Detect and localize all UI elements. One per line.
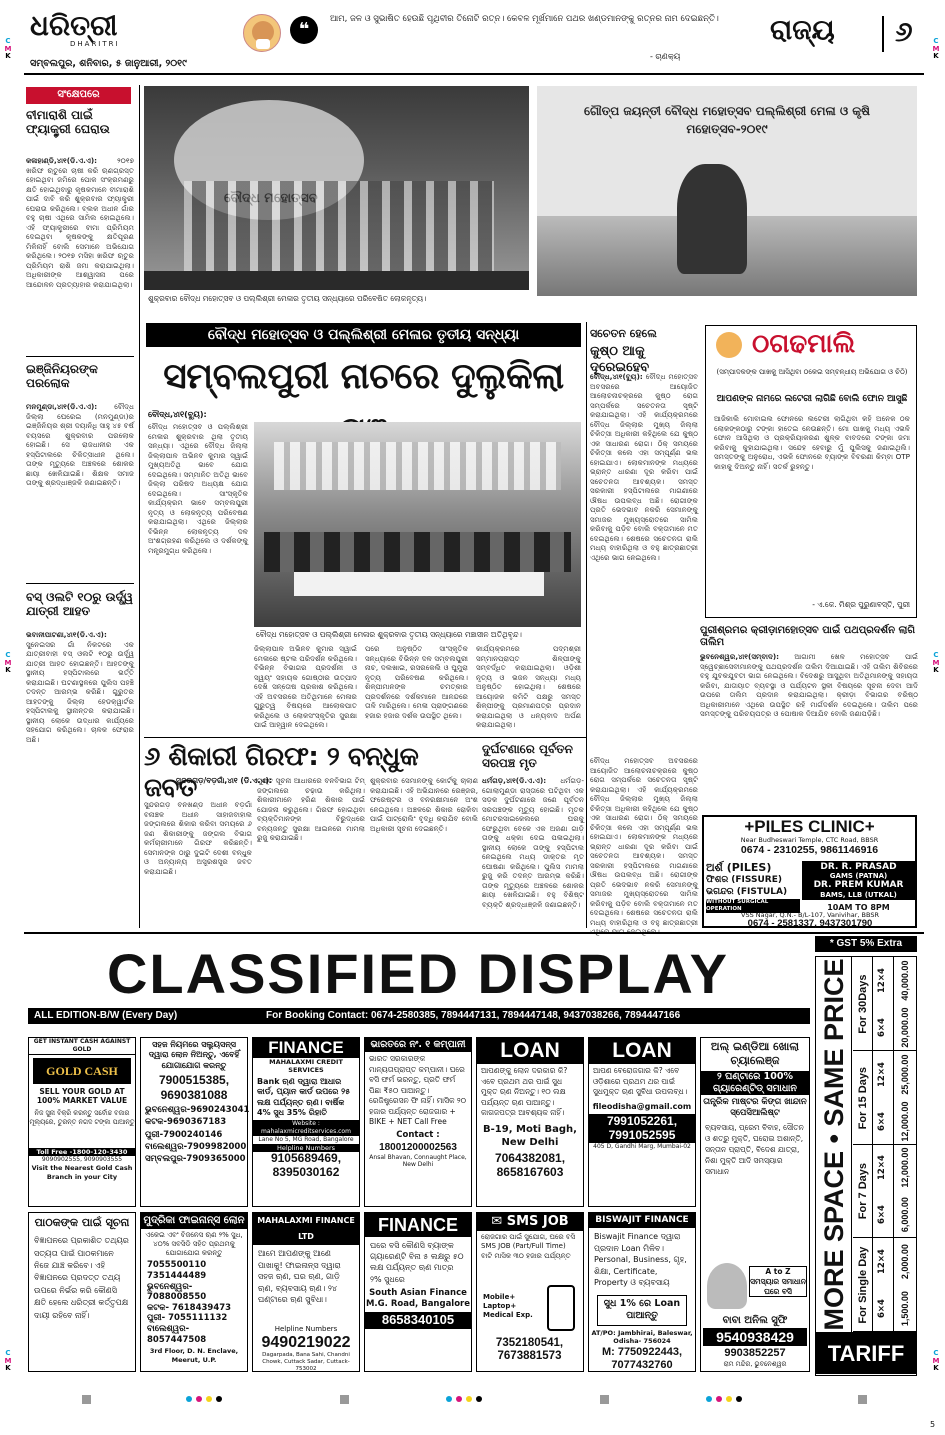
ad-loan-delhi bbox=[476, 1037, 584, 1207]
finance2-addr: M.G. Road, Bangalore bbox=[365, 1298, 471, 1309]
registration-mark: C M K bbox=[4, 1349, 12, 1373]
loan3-phones: 7991052261, 7991052595 bbox=[589, 1114, 695, 1143]
astro-name: ବାବା ଅନିଲ ସୁଫି bbox=[722, 1315, 788, 1326]
classified-edition: ALL EDITION-B/W (Every Day) bbox=[34, 1010, 178, 1021]
finance1-phones: 9105689469, 8395030162 bbox=[270, 1151, 342, 1180]
company-contact: Contact : bbox=[396, 1129, 440, 1140]
biswajit-addr: AT/PO: Jambhirai, Baleswar, Odisha- 756024 bbox=[591, 1328, 693, 1346]
tariff-duration: For 15 Days bbox=[853, 1051, 873, 1145]
tariff-price: 12,000.00 bbox=[893, 1145, 915, 1192]
mobile-phone-icon bbox=[547, 1285, 575, 1331]
tariff-size: 6×4 bbox=[877, 1205, 887, 1225]
quote-icon: ❝ bbox=[290, 16, 318, 44]
ad-no1-company bbox=[364, 1037, 472, 1207]
tariff-size: 6×4 bbox=[877, 1017, 887, 1037]
black-dot bbox=[476, 1396, 482, 1402]
gold-numbers: 9090902555, 9090903555 bbox=[41, 1156, 123, 1164]
smsjob-phones: 7352180541, 7673881573 bbox=[495, 1337, 564, 1363]
notice-body: ବିଜ୍ଞାପନରେ ପ୍ରକାଶିତ ତଥ୍ୟର ସତ୍ୟତା ପାଇଁ ପାଠକମାନେ ନିଜେ ଯାଞ୍ଚ କରିବେ। ଏହି ବିଜ୍ଞାପନରେ ପ୍ରଦତ୍ତ ତଥ୍ୟ ଉପରେ ନିର୍ଭର କରି କୌଣସି କ୍ଷତି ହେଲେ ଧରିତ୍ରୀ କର୍ତ୍ତୃପକ୍ଷ ଦାୟୀ ରହିବେ ନାହିଁ। bbox=[34, 1236, 129, 1320]
classified-bar bbox=[28, 1008, 810, 1024]
smsjob-title: ✉ SMS JOB bbox=[477, 1213, 583, 1231]
magenta-dot bbox=[196, 1396, 202, 1402]
loan2-body: ଆପଣଙ୍କୁ ଲୋନ ଦରକାର କି? ଏବେ ପ୍ରଥମ ଥର ପାଇଁ ସୁଧ ମୁକ୍ତ ଋଣ ନିଅନ୍ତୁ। ୧୦ ଲକ୍ଷ ପର୍ଯ୍ୟନ୍ତ ଋଣ ପାଆନ୍ତୁ। କାଗଜପତ୍ର ଆବଶ୍ୟକ ନାହିଁ। bbox=[481, 1066, 568, 1117]
tariff-size: 12×4 bbox=[877, 968, 887, 993]
finance2-title: FINANCE bbox=[365, 1213, 471, 1237]
registration-square bbox=[858, 1395, 867, 1404]
finance1-title: FINANCE bbox=[253, 1038, 359, 1058]
muthoot-line: କଟକ- 7618439473 bbox=[147, 1302, 232, 1313]
notice-head: ପାଠକଙ୍କ ପାଇଁ ସୂଚନା bbox=[34, 1216, 130, 1229]
muthoot-addr: 3rd Floor, D. N. Enclave, Meerut, U.P. bbox=[149, 1347, 239, 1364]
ad-mahalaxmi-finance bbox=[252, 1212, 360, 1372]
muthoot-line: ଭୁବନେଶ୍ୱର- 7088008550 bbox=[147, 1281, 207, 1303]
muthoot-line: ବାଲେଶ୍ୱର- 8057447508 bbox=[147, 1324, 207, 1345]
registration-mark: C M K bbox=[932, 651, 940, 675]
astro-sub-2: ତାନ୍ତ୍ରିକ ମାଷ୍ଟର କିଙ୍ଗ ଖାନ୍ଦାନ ସ୍ପେସିଆଲିଷ୍ଟ bbox=[703, 1097, 807, 1119]
lead-dateline: ବୌଦ୍ଧ,୪ା୧(ବ୍ୟୁ): bbox=[148, 410, 207, 419]
story-right-kicker: ସଚେତନ ହେଲେ bbox=[590, 327, 657, 340]
registration-square bbox=[82, 1395, 91, 1404]
gold-foot: Visit the Nearest Gold Cash Branch in your City bbox=[31, 1164, 133, 1181]
footer-page: 5 bbox=[930, 1420, 936, 1429]
tariff-duration: For 30Days bbox=[853, 957, 873, 1051]
tariff-box bbox=[815, 956, 917, 1376]
classified-booking: For Booking Contact: 0674-2580385, 7894447131, 7894447148, 9437038266, 7894447166 bbox=[266, 1010, 681, 1021]
yellow-dot bbox=[726, 1396, 732, 1402]
loan1-phones: 7900515385, 9690381088 bbox=[158, 1073, 230, 1102]
mahalaxmi-phone: 9490219022 bbox=[261, 1334, 351, 1352]
registration-square bbox=[340, 1395, 349, 1404]
company-addr: Ansal Bhavan, Connaught Place, New Delhi bbox=[369, 1153, 467, 1169]
tariff-price: 6,000.00 bbox=[893, 1191, 915, 1238]
finance2-body: ଘରେ ବସି କୌଣସି ବ୍ୟାଙ୍କ ଗ୍ୟାରେଣ୍ଟି ବିନା ୫ ଲକ୍ଷରୁ ୫୦ ଲକ୍ଷ ପର୍ଯ୍ୟନ୍ତ ଋଣ ମାତ୍ର ୨% ସୁଧରେ bbox=[370, 1241, 464, 1284]
tariff-price: 20,000.00 bbox=[893, 1004, 915, 1051]
lead-col-1: ଜିଲ୍ଲାପାଳ ଅଭିନବ କୁମାର ସ୍ୱାଇଁ ମେଳାରେ ଷ୍ଟଲ ପରିଦର୍ଶନ କରିଥିଲେ। ବିଭିନ୍ନ ବିଭାଗର ପ୍ରଦର୍ଶନୀ ଓ ସ୍ୱୟଂ ସହାୟକ ଗୋଷ୍ଠୀର ଉତ୍ପାଦ ଦେଖି ସନ୍ତୋଷ ପ୍ରକାଶ କରିଥିଲେ। ଏହି ଅବସରରେ ଅତିଥିମାନେ ମେଳାର ଗୁରୁତ୍ୱ ବିଷୟରେ ଆଲୋକପାତ କରିଥିଲେ ଓ ଲୋକସଂସ୍କୃତିର ସୁରକ୍ଷା ପାଇଁ ଆହ୍ୱାନ ଦେଇଥିଲେ। bbox=[254, 644, 357, 729]
classified-title: CLASSIFIED DISPLAY bbox=[106, 942, 730, 1005]
piles-title: +PILES CLINIC+ bbox=[744, 817, 875, 836]
black-dot bbox=[736, 1396, 742, 1402]
loan1-line: କଟକ-9690367183 bbox=[145, 1117, 227, 1128]
loan3-addr: 405 D, Gandhi Marg, Mumbai-02 bbox=[593, 1142, 691, 1150]
section-title: ରାଜ୍ୟ bbox=[770, 13, 835, 46]
lead-col-2: ପରେ ଅନୁଷ୍ଠିତ ସାଂସ୍କୃତିକ ସନ୍ଧ୍ୟାରେ ବିଭିନ୍ନ ଦଳ ସମ୍ବଲପୁରୀ ନାଚ, ଦଲଖାଇ, ରସରକେଲି ଓ ଘୁମୁରା ନୃତ୍ୟ ପରିବେଷଣ କରିଥିଲେ। ଶିଳ୍ପୀମାନଙ୍କ ଚମତ୍କାର ପ୍ରଦର୍ଶନରେ ଦର୍ଶକମାନେ ଆନନ୍ଦରେ ତାଳି ମାରିଥିଲେ। ମେଳା ପ୍ରାଙ୍ଗଣରେ ହଜାର ହଜାର ଦର୍ଶକ ଉପସ୍ଥିତ ଥିଲେ। bbox=[365, 644, 468, 720]
muthoot-line: ପୁରୀ- 7055111132 bbox=[147, 1313, 228, 1324]
shikari-headline: ୬ ଶିକାରୀ ଗିରଫ: ୨ ବନ୍ଧୁକ ଜବତ bbox=[144, 742, 419, 804]
tariff-price: 12,000.00 bbox=[893, 1098, 915, 1145]
piles-address-2: VSS Nagar, Q.N.- B/L-107, Vanivihar, BBSR bbox=[741, 911, 879, 919]
loan2-addr: B-19, Moti Bagh, New Delhi bbox=[483, 1123, 577, 1148]
tariff-duration: For 7 Days bbox=[853, 1145, 873, 1239]
face-icon bbox=[716, 332, 742, 358]
piles-doctor-2-degree: BAMS, LLB (UTKAL) bbox=[820, 890, 897, 899]
loan1-line: ପୁରୀ-7900240146 bbox=[145, 1129, 223, 1140]
gold-top: GET INSTANT CASH AGAINST GOLD bbox=[29, 1038, 135, 1055]
tariff-price: 1,500.00 bbox=[893, 1285, 915, 1332]
thagamali-intro: (ସମ୍ପାଦକଙ୍କ ପାଖକୁ ଆସିଥିବା ଠକେଇ ସମ୍ବନ୍ଧୀୟ ଅଭିଯୋଗ ଓ ଚିଠି) bbox=[716, 368, 908, 376]
story-right-body: ବୌଦ୍ଧ,୪ା୧(ବ୍ୟୁ): ବୌଦ୍ଧ ମହୋତ୍ସବ ଅବସରରେ ଆୟୋଜିତ ଆଲୋଚନାଚକ୍ରରେ କୁଷ୍ଠ ରୋଗ ସମ୍ପର୍କରେ ସଚେତନତା ସୃଷ୍ଟି କରାଯାଇଥିଲା। ଏହି କାର୍ଯ୍ୟକ୍ରମରେ ବୌଦ୍ଧ ଜିଲ୍ଲାର ମୁଖ୍ୟ ଜିଲ୍ଲା ଚିକିତ୍ସା ଅଧିକାରୀ କହିଥିଲେ ଯେ କୁଷ୍ଠ ଏକ ସାଧାରଣ ରୋଗ। ଠିକ୍ ସମୟରେ ଚିକିତ୍ସା କଲେ ଏହା ସମ୍ପୂର୍ଣ୍ଣ ଭଲ ହୋଇଯାଏ। ଲୋକମାନଙ୍କ ମଧ୍ୟରେ ଭ୍ରାନ୍ତ ଧାରଣା ଦୂର କରିବା ପାଇଁ ସଚେତନତା ଆବଶ୍ୟକ। ସମସ୍ତ ସରକାରୀ ହସ୍ପିଟାଲରେ ମାଗଣାରେ ଔଷଧ ଉପଲବ୍ଧ ଅଛି। ରୋଗୀଙ୍କ ପ୍ରତି ଭେଦଭାବ ନକରି ସେମାନଙ୍କୁ ସମାଜର ମୁଖ୍ୟସ୍ରୋତରେ ସାମିଲ କରିବାକୁ ପଡ଼ିବ ବୋଲି ବକ୍ତାମାନେ ମତ ଦେଇଥିଲେ। ଶେଷରେ ସଚେତନତା ରାଲି ମଧ୍ୟ ବାହାରିଥିଲା ଓ ବହୁ ଛାତ୍ରଛାତ୍ରୀ ଏଥିରେ ଭାଗ ନେଇଥିଲେ। bbox=[590, 372, 698, 562]
loan1-line: ସମ୍ବଲପୁର-7909365000 bbox=[145, 1154, 246, 1165]
thagamali-box bbox=[705, 325, 917, 618]
company-body: ଭାରତ ସରକାରଙ୍କ ମାନ୍ୟତାପ୍ରାପ୍ତ କମ୍ପାନୀ। ଘରେ ବସି ଫର୍ମ ଭରନ୍ତୁ, ପ୍ରତି ଫର୍ମ ପିଛା ₹୫୦ ପାଆନ୍ତୁ। ରେଜିଷ୍ଟ୍ରେସନ ଫି ନାହିଁ। ମାସିକ ୨୦ ହଜାର ପର୍ଯ୍ୟନ୍ତ ରୋଜଗାର + BIKE + NET Call Free bbox=[369, 1054, 467, 1126]
lead-col-3: କାର୍ଯ୍ୟକ୍ରମରେ ପଦ୍ମଶ୍ରୀ ସମ୍ମାନପ୍ରାପ୍ତ ଶିଳ୍ପୀଙ୍କୁ ସମ୍ବର୍ଦ୍ଧିତ କରାଯାଇଥିଲା। ଓଡ଼ିଶୀ ନୃତ୍ୟ ଓ ଭଜନ ସନ୍ଧ୍ୟା ମଧ୍ୟ ଅନୁଷ୍ଠିତ ହୋଇଥିଲା। ଶେଷରେ ଆୟୋଜକ କମିଟି ପକ୍ଷରୁ ସମସ୍ତ ଶିଳ୍ପୀଙ୍କୁ ପ୍ରମାଣପତ୍ର ପ୍ରଦାନ କରାଯାଇଥିଲା ଓ ଧନ୍ୟବାଦ ଅର୍ପଣ କରାଯାଇଥିଲା। bbox=[476, 644, 581, 729]
biswajit-title: BISWAJIT FINANCE bbox=[589, 1213, 695, 1228]
sidebar-badge: ସଂକ୍ଷେପରେ bbox=[26, 87, 131, 104]
registration-mark: C M K bbox=[932, 1349, 940, 1373]
piles-doctor-1: DR. R. PRASAD bbox=[820, 862, 897, 872]
muthoot-lines bbox=[141, 1260, 247, 1345]
story-midright-head: ପୁରୀଶ୍ରମର କ୍ରୀଡ଼ାମହୋତ୍ସବ ପାଇଁ ପଥପ୍ରଦର୍ଶନ ଲାଗି ତାଲିମ bbox=[700, 625, 916, 648]
yellow-dot bbox=[466, 1396, 472, 1402]
loan1-line: ବାଲେଶ୍ୱର-7909982000 bbox=[145, 1141, 247, 1152]
piles-label-3: ଭଗନ୍ଦର (FISTULA) bbox=[706, 886, 788, 897]
muthoot-line: 7351444489 bbox=[147, 1270, 207, 1281]
piles-timing: 10AM TO 8PM bbox=[827, 903, 890, 912]
tariff-size: 12×4 bbox=[877, 1249, 887, 1275]
lead-headline: ସମ୍ବଲପୁରୀ ନାଚରେ ଦୁଲୁକିଲା bbox=[163, 356, 564, 397]
piles-doctor-2: DR. PREM KUMAR bbox=[813, 880, 904, 891]
gold-line-1: SELL YOUR GOLD AT 100% MARKET VALUE bbox=[36, 1086, 128, 1106]
baba-portrait-icon bbox=[707, 1263, 747, 1309]
tariff-block bbox=[853, 1238, 916, 1332]
mahalaxmi-addr: Dagarpada, Bana Sahi, Chandni Chowk, Cuttack Sadar, Cuttack-753002 bbox=[262, 1351, 350, 1372]
loan3-body: ଆପଣ ବେରୋଜଗାର କି? ଏବେ ଓଡ଼ିଶାରେ ପ୍ରଥମ ଥର ପାଇଁ ସୁଧମୁକ୍ତ ଋଣ ସୁବିଧା ଉପଲବ୍ଧ। bbox=[593, 1066, 688, 1096]
loan2-phones: 7064382081, 8658167603 bbox=[494, 1150, 566, 1179]
piles-clinic-ad bbox=[702, 815, 917, 928]
accident-body: ଧର୍ମଗଡ଼,୪ା୧(ଡି.ଏ.ଏ): ଧର୍ମଗଡ଼-ଗୋଲାମୁଣ୍ଡା ରାସ୍ତାରେ ଘଟିଥିବା ଏକ ସଡ଼କ ଦୁର୍ଘଟଣାରେ ଜଣେ ପୂର୍ବତନ ସରପଞ୍ଚଙ୍କ ମୃତ୍ୟୁ ହୋଇଛି। ମୃତକ ମୋଟରସାଇକେଲରେ ଘରକୁ ଫେରୁଥିବା ବେଳେ ଏକ ଅଜଣା ଗାଡ଼ି ତାଙ୍କୁ ଧକ୍କା ଦେଇ ପଳାଇଥିଲା। ସ୍ଥାନୀୟ ଲୋକେ ତାଙ୍କୁ ହସ୍ପିଟାଲ ନେଇଥିଲେ ମଧ୍ୟ ଡାକ୍ତର ମୃତ ଘୋଷଣା କରିଥିଲେ। ପୁଲିସ ମାମଲା ରୁଜୁ କରି ତଦନ୍ତ ଆରମ୍ଭ କରିଛି। ତାଙ୍କ ମୃତ୍ୟୁରେ ଅଞ୍ଚଳରେ ଶୋକର ଛାୟା ଖେଳିଯାଇଛି। ବହୁ ବିଶିଷ୍ଟ ବ୍ୟକ୍ତି ଶ୍ରଦ୍ଧାଞ୍ଜଳି ଜଣାଇଛନ୍ତି। bbox=[482, 776, 584, 909]
piles-label-1: ଅର୍ଶ (PILES) bbox=[706, 861, 772, 874]
loan3-title: LOAN bbox=[589, 1038, 695, 1064]
envelope-icon: ✉ bbox=[491, 1214, 507, 1229]
piles-label-2: ଫିଶର (FISSURE) bbox=[706, 875, 782, 886]
logo-text: ଧରିତ୍ରୀ bbox=[30, 9, 118, 42]
tariff-price: 25,000.00 bbox=[893, 1051, 915, 1098]
photo-caption-middle: ବୌଦ୍ଧ ମହୋତ୍ସବ ଓ ପଲ୍ଲିଶ୍ରୀ ମେଳାର ଶୁକ୍ରବାର ତୃତୀୟ ସନ୍ଧ୍ୟାରେ ମଞ୍ଚାସୀନ ଅତିଥିବୃନ୍ଦ। bbox=[256, 630, 522, 639]
piles-doctor-1-degree: GAMS (PATNA) bbox=[829, 872, 888, 881]
ad-gold-cash bbox=[28, 1037, 136, 1207]
gold-toll: Toll Free -1800-120-3430 bbox=[29, 1148, 135, 1156]
magenta-dot bbox=[716, 1396, 722, 1402]
ad-finance-south-asian bbox=[364, 1212, 472, 1372]
ad-mudrika-finance bbox=[140, 1212, 248, 1372]
astro-addr: ରାମ ମନ୍ଦିର, ଭୁବନେଶ୍ୱର bbox=[723, 1360, 787, 1368]
piles-address: Near Budheswari Temple, CTC Road, BBSR bbox=[740, 836, 879, 844]
photo-dance-right bbox=[537, 86, 917, 296]
cyan-dot bbox=[186, 1396, 192, 1402]
ad-loan-mumbai bbox=[588, 1037, 696, 1207]
astro-body: ବ୍ୟବସାୟ, ପ୍ରେମ ବିବାହ, ସୌତନ ଓ ଶତ୍ରୁ ମୁକ୍ତି, ଘରୋଇ ଅଶାନ୍ତି, ସନ୍ତାନ ପ୍ରାପ୍ତି, ବିଦେଶ ଯାତ୍ରା, ନିଶା ମୁକ୍ତି ଆଦି ସମସ୍ୟାର ସମାଧାନ bbox=[705, 1123, 804, 1176]
registration-mark: C M K bbox=[4, 37, 12, 61]
tariff-price: 40,000.00 bbox=[893, 957, 915, 1004]
tariff-grid bbox=[853, 957, 916, 1332]
loan1-line: ଭୁବନେଶ୍ୱର-9690243041 bbox=[145, 1104, 250, 1115]
tariff-price: 2,000.00 bbox=[893, 1238, 915, 1285]
lead-kicker: ବୌଦ୍ଧ ମହୋତ୍ସବ ଓ ପଲ୍ଲିଶ୍ରୀ ମେଳାର ତୃତୀୟ ସନ୍ଧ୍ୟା bbox=[146, 323, 581, 347]
sidebar-head-2: ଇଞ୍ଜିନିୟରଙ୍କ ପରଲୋକ bbox=[26, 362, 98, 391]
sidebar-head-1: ବୀମାରାଶି ପାଇଁ ଫ୍ୟାକ୍ଟ୍ରୀ ଘେରାଉ bbox=[26, 108, 110, 137]
cyan-dot bbox=[706, 1396, 712, 1402]
tariff-size: 6×4 bbox=[877, 1299, 887, 1319]
muthoot-body: ଏକେଇ ଏବଂ ବିଜନେସ ଋଣ ୨% ସୁଧ, ୪୦% ସବସିଡି ସହିତ ପ୍ରଥମକୁ ଯୋଗାଯୋଗ କରନ୍ତୁ bbox=[145, 1231, 243, 1258]
ad-finance-mahalaxmi bbox=[252, 1037, 360, 1207]
smsjob-body: ରୋଜଗାର ପାଇଁ ସୁଯୋଗ, ଘରେ ବସି SMS JOB (Part/Full Time) ବାଟି ମାସିକ ୩୦ ହଜାର ପର୍ଯ୍ୟନ୍ତ bbox=[481, 1233, 576, 1260]
story-midright-body: ଭୁବନେଶ୍ୱର,୪ା୧(ସମ୍ବାଦ): ଆଗାମୀ ଖେଳ ମହୋତ୍ସବ ପାଇଁ ସ୍ୱେଚ୍ଛାସେବୀମାନଙ୍କୁ ପଥପ୍ରଦର୍ଶନ ତାଲିମ ଦିଆଯାଇଛି। ଏହି ତାଲିମ ଶିବିରରେ ବହୁ ଯୁବକଯୁବତୀ ଭାଗ ନେଇଥିଲେ। ବିଦେଶରୁ ଆସୁଥିବା ଅତିଥିମାନଙ୍କୁ ସହାୟତା କରିବା, ଯାତାୟାତ ବ୍ୟବସ୍ଥା ଓ ପର୍ଯ୍ୟଟନ ସ୍ଥଳୀ ବିଷୟରେ ସୂଚନା ଦେବା ଆଦି ଉପରେ ତାଲିମ ପ୍ରଦାନ କରାଯାଇଥିଲା। କ୍ରୀଡ଼ା ବିଭାଗର ବରିଷ୍ଠ ଅଧିକାରୀମାନେ ଏଥିରେ ଉପସ୍ଥିତ ରହି ମାର୍ଗଦର୍ଶନ ଦେଇଥିଲେ। ତାଲିମ ପରେ ସମସ୍ତଙ୍କୁ ପରିଚୟପତ୍ର ଓ ପୋଷାକ ଦିଆଯିବ ବୋଲି ଜଣାପଡ଼ିଛି। bbox=[700, 652, 918, 718]
tariff-size: 6×4 bbox=[877, 1111, 887, 1131]
biswajit-rate: ସୁଧ 1% ରେ Loan ପାଆନ୍ତୁ bbox=[597, 1295, 687, 1326]
lead-body-left: ବୌଦ୍ଧ ମହୋତ୍ସବ ଓ ପଲ୍ଲିଶ୍ରୀ ମେଳାର ଶୁକ୍ରବାର ଥିଲା ତୃତୀୟ ସନ୍ଧ୍ୟା। ଏଥିରେ ବୌଦ୍ଧ ଜିଲ୍ଲା ଜିଲ୍ଲାପାଳ ଅଭିନବ କୁମାର ସ୍ୱାଇଁ ମୁଖ୍ୟଅତିଥି ଭାବେ ଯୋଗ ଦେଇଥିଲେ। ସମ୍ମାନିତ ଅତିଥି ଭାବେ ଜିଲ୍ଲା ପରିଷଦ ଅଧ୍ୟକ୍ଷ ଯୋଗ ଦେଇଥିଲେ। ସାଂସ୍କୃତିକ କାର୍ଯ୍ୟକ୍ରମ ଭାବେ ସମ୍ବଲପୁରୀ ନୃତ୍ୟ ଓ ଲୋକନୃତ୍ୟ ପରିବେଷଣ କରାଯାଇଥିଲା। ଏଥିରେ ଜିଲ୍ଲାର ବିଭିନ୍ନ ଲୋକନୃତ୍ୟ ଦଳ ଅଂଶଗ୍ରହଣ କରିଥିଲେ ଓ ଦର୍ଶକଙ୍କୁ ମନ୍ତ୍ରମୁଗ୍ଧ କରିଥିଲେ। bbox=[148, 422, 248, 555]
sidebar-story-1: କଳାହାଣ୍ଡି,୪ା୧(ଡି.ଏ.ଏ): ୨୦୧୭ ଖରିଫ ଋତୁରେ ଚାଷୀ କରି ଋଣଗ୍ରସ୍ତ ହୋଇଥିବା ଜମିରେ ପୋକ ସଂକ୍ରମଣରୁ କ୍ଷତି ହୋଇଥିବାରୁ କୃଷକମାନେ ବୀମାରାଶି ପାଇଁ ଦାବି କରି ଶୁକ୍ରବାର ଫ୍ୟାକ୍ଟ୍ରୀ ଘେରାଉ କରିଥିଲେ। ବ୍ଲକ ଅଧୀନ ଗାଁର ବହୁ ଚାଷୀ ଏଥିରେ ସାମିଲ ହୋଇଥିଲେ। ଏହି ଫ୍ୟାକ୍ଟ୍ରୀରେ ବୀମା ପ୍ରିମିୟମ ଦେଇଥିବା କୃଷକଙ୍କୁ କ୍ଷତିପୂରଣ ମିଳିନାହିଁ ବୋଲି ସେମାନେ ଅଭିଯୋଗ କରିଥିଲେ। ୨୦୧୭ ମସିହା ଖରିଫ ଋତୁର ପ୍ରିମିୟମ ରାଶି ଜମା କରାଯାଇଥିଲା। ଅଧିକାରୀଙ୍କ ଆଶ୍ୱାସନା ପରେ ଆନ୍ଦୋଳନ ପ୍ରତ୍ୟାହାର କରାଯାଇଥିଲା। bbox=[26, 156, 134, 289]
logo-sub: DHARITRI bbox=[70, 40, 120, 48]
shikari-col-1: ସୁନ୍ଦରଗଡ଼ ବନଖଣ୍ଡ ଅଧୀନ ବଡ଼ଗାଁ ବନାଞ୍ଚଳ ଅଧୀନ ସାହାଜବାହାଲ ଜଙ୍ଗଲରେ ଶିକାର କରିବା ସମୟରେ ୬ ଜଣ ଶିକାରୀଙ୍କୁ ଜଙ୍ଗଲ ବିଭାଗ କର୍ମଚାରୀମାନେ ଗିରଫ କରିଛନ୍ତି। ସେମାନଙ୍କ ଠାରୁ ଦୁଇଟି ଦେଶୀ ବନ୍ଧୁକ ଓ ଅନ୍ୟାନ୍ୟ ଅସ୍ତ୍ରଶସ୍ତ୍ର ଜବତ କରାଯାଇଛି। bbox=[144, 800, 252, 876]
smsjob-free: Mobile+ Laptop+ Medical Exp. bbox=[483, 1293, 533, 1320]
finance1-web: Website : mahalaxmicreditservices.com bbox=[253, 1120, 359, 1136]
mahalaxmi-helpline: Helpline Numbers bbox=[274, 1325, 338, 1333]
astro-az: A to Z ସମସ୍ୟାର ସମାଧାନ ଘରେ ବସି bbox=[750, 1267, 806, 1296]
finance1-body: Bank ଋଣ ଦ୍ୱାରା ଆଧାର କାର୍ଡ, ପ୍ୟାନ କାର୍ଡ ଉପରେ ୨୫ ଲକ୍ଷ ପର୍ଯ୍ୟନ୍ତ ଋଣ। ବାର୍ଷିକ 4% ସୁଧ 35% ରିହାତି bbox=[257, 1076, 351, 1118]
masthead-logo bbox=[30, 9, 200, 62]
gold-line-2: ନିଜ ସୁନା ବିକ୍ରି କରନ୍ତୁ ସର୍ବୋଚ୍ଚ ବଜାର ମୂଲ୍ୟରେ, ତୁରନ୍ତ ନଗଦ ଟଙ୍କା ପାଆନ୍ତୁ bbox=[29, 1109, 135, 1126]
piles-phone-1: 0674 - 2310255, 9861146916 bbox=[740, 844, 879, 857]
ad-loan-solutions bbox=[140, 1037, 248, 1207]
muthoot-line: 7055500110 bbox=[147, 1260, 207, 1271]
sidebar-head-3: ବସ୍ ଓଲଟି ୧୦ରୁ ଉର୍ଦ୍ଧ୍ୱ ଯାତ୍ରୀ ଆହତ bbox=[26, 590, 133, 619]
photo-caption-top: ଶୁକ୍ରବାର ବୌଦ୍ଧ ମହୋତ୍ସବ ଓ ପଲ୍ଲିଶ୍ରୀ ମେଳାର ତୃତୀୟ ସନ୍ଧ୍ୟାରେ ପରିବେଷିତ ଲୋକନୃତ୍ୟ। bbox=[148, 294, 427, 303]
tariff-title: MORE SPACE • SAME PRICE bbox=[819, 958, 849, 1331]
company-phone: 18001200002563 bbox=[379, 1141, 457, 1153]
story-right-continued: ବୌଦ୍ଧ ମହୋତ୍ସବ ଅବସରରେ ଆୟୋଜିତ ଆଲୋଚନାଚକ୍ରରେ କୁଷ୍ଠ ରୋଗ ସମ୍ପର୍କରେ ସଚେତନତା ସୃଷ୍ଟି କରାଯାଇଥିଲା। ଏହି କାର୍ଯ୍ୟକ୍ରମରେ ବୌଦ୍ଧ ଜିଲ୍ଲାର ମୁଖ୍ୟ ଜିଲ୍ଲା ଚିକିତ୍ସା ଅଧିକାରୀ କହିଥିଲେ ଯେ କୁଷ୍ଠ ଏକ ସାଧାରଣ ରୋଗ। ଠିକ୍ ସମୟରେ ଚିକିତ୍ସା କଲେ ଏହା ସମ୍ପୂର୍ଣ୍ଣ ଭଲ ହୋଇଯାଏ। ଲୋକମାନଙ୍କ ମଧ୍ୟରେ ଭ୍ରାନ୍ତ ଧାରଣା ଦୂର କରିବା ପାଇଁ ସଚେତନତା ଆବଶ୍ୟକ। ସମସ୍ତ ସରକାରୀ ହସ୍ପିଟାଲରେ ମାଗଣାରେ ଔଷଧ ଉପଲବ୍ଧ ଅଛି। ରୋଗୀଙ୍କ ପ୍ରତି ଭେଦଭାବ ନକରି ସେମାନଙ୍କୁ ସମାଜର ମୁଖ୍ୟସ୍ରୋତରେ ସାମିଲ କରିବାକୁ ପଡ଼ିବ ବୋଲି ବକ୍ତାମାନେ ମତ ଦେଇଥିଲେ। ଶେଷରେ ସଚେତନତା ରାଲି ମଧ୍ୟ ବାହାରିଥିଲା ଓ ବହୁ ଛାତ୍ରଛାତ୍ରୀ bbox=[590, 756, 698, 927]
finance1-helpline: Helpline Numbers bbox=[253, 1144, 359, 1152]
thagamali-title: ଠଗଢମାଲି bbox=[752, 329, 856, 359]
tariff-size: 12×4 bbox=[877, 1061, 887, 1087]
shikari-col-2: ଗୁପ୍ତ ସୂଚନା ଆଧାରରେ ବନବିଭାଗ ଟିମ୍ ଜଙ୍ଗଲରେ ଚଢ଼ାଉ କରିଥିଲା। ଶିକାରୀମାନେ ହରିଣ ଶିକାର ପାଇଁ ଯୋଜନା କରୁଥିଲେ। ଗିରଫ ହୋଇଥିବା ବ୍ୟକ୍ତିମାନଙ୍କ ବିରୁଦ୍ଧରେ ବନ୍ୟଜନ୍ତୁ ସୁରକ୍ଷା ଆଇନରେ ମାମଲା ରୁଜୁ କରାଯାଇଛି। bbox=[257, 776, 365, 842]
astro-head: ଅଲ୍ ଇଣ୍ଡିଆ ଖୋଲା ଚ୍ୟାଲେଞ୍ଜ bbox=[710, 1040, 800, 1068]
tariff-block bbox=[853, 957, 916, 1051]
story-right-head: କୁଷ୍ଠ ଆକୁ ଦୂରେଇହେବ bbox=[590, 344, 650, 375]
registration-mark: C M K bbox=[4, 651, 12, 675]
registration-mark: C M K bbox=[932, 37, 940, 61]
magenta-dot bbox=[456, 1396, 462, 1402]
tariff-size: 12×4 bbox=[877, 1155, 887, 1181]
company-head: ଭାରତରେ ନଂ. ୧ କମ୍ପାନୀ bbox=[365, 1038, 471, 1052]
tariff-duration: For Single Day bbox=[853, 1238, 873, 1332]
sidebar-story-2: ମନମୁଣ୍ଡା,୪ା୧(ଡି.ଏ.ଏ): ବୌଦ୍ଧ ଜିଲ୍ଲା ଘେରେଇ (ମନମୁଣ୍ଡା)ର ଇଞ୍ଜିନିୟର ଶ୍ରୀ ଦୟାନିଧି ସାହୁ ୪୫ ବର୍ଷ ବୟସରେ ଶୁକ୍ରବାର ପରଲୋକ ହୋଇଛି। ସେ ରାଜଧାନୀର ଏକ ହସ୍ପିଟାଲରେ ଚିକିତ୍ସାଧୀନ ଥିଲେ। ତାଙ୍କ ମୃତ୍ୟୁରେ ଅଞ୍ଚଳରେ ଶୋକର ଛାୟା ଖେଳିଯାଇଛି। ଶିକ୍ଷକ ସମାଜ ତାଙ୍କୁ ଶ୍ରଦ୍ଧାଞ୍ଜଳି ଜଣାଇଛନ୍ତି। bbox=[26, 402, 134, 487]
shikari-dateline: ସୁନ୍ଦରଗଡ଼/ବଡ଼ଗାଁ,୪ା୧ (ଡି.ଏ.ଏ): bbox=[176, 776, 272, 785]
yellow-dot bbox=[206, 1396, 212, 1402]
photo-dance-left bbox=[144, 86, 529, 290]
mahalaxmi-title: MAHALAXMI FINANCE LTD bbox=[253, 1213, 359, 1245]
cyan-dot bbox=[446, 1396, 452, 1402]
black-dot bbox=[216, 1396, 222, 1402]
page-number: ୬ bbox=[895, 15, 913, 48]
biswajit-phone: M: 7750922443, 7077432760 bbox=[601, 1345, 683, 1371]
thagamali-sign: - ଏ.କେ. ମିଶ୍ର ପୁରୁଣାବସ୍ତି, ପୁରୀ bbox=[812, 600, 910, 609]
tariff-gst: * GST 5% Extra bbox=[815, 936, 917, 952]
photo-stage-guests bbox=[254, 422, 581, 627]
chanakya-portrait-icon bbox=[243, 14, 281, 52]
registration-square bbox=[600, 1395, 609, 1404]
ad-sms-job bbox=[476, 1212, 584, 1372]
piles-phone-2: 0674 - 2581337, 9437301790 bbox=[747, 918, 873, 929]
thagamali-head: ଆପଣଙ୍କ ନାମରେ ଲଟେରୀ ଲାଗିଛି ବୋଲି ଫୋନ ଆସୁଛି bbox=[716, 394, 908, 404]
finance2-brand: South Asian Finance bbox=[369, 1287, 467, 1298]
ad-biswajit-finance bbox=[588, 1212, 696, 1372]
loan2-title: LOAN bbox=[477, 1038, 583, 1064]
biswajit-body: Biswajit Finance ଦ୍ୱାରା ପ୍ରଦାନ Loan ମିଳିବ। Personal, Business, ଗୃହ, ଶିକ୍ଷା, Certificate, Property ଓ ବ୍ୟବସାୟ bbox=[594, 1232, 687, 1288]
sidebar-story-3: ଭବାନୀପାଟଣା,୪ା୧(ଡି.ଏ.ଏ): ସୁନେଇସର ଗାଁ ନିକଟରେ ଏକ ଯାତ୍ରୀବାହୀ ବସ୍ ଓଲଟି ୧୦ରୁ ଉର୍ଦ୍ଧ୍ୱ ଯାତ୍ରୀ ଆହତ ହୋଇଛନ୍ତି। ଆହତଙ୍କୁ ସ୍ଥାନୀୟ ହସ୍ପିଟାଲରେ ଭର୍ତ୍ତି କରାଯାଇଛି। ଘଟଣାସ୍ଥଳରେ ପୁଲିସ ପହଞ୍ଚି ତଦନ୍ତ ଆରମ୍ଭ କରିଛି। ଗୁରୁତର ଆହତଙ୍କୁ ଜିଲ୍ଲା ହେଡକ୍ୱାର୍ଟର ହସ୍ପିଟାଲକୁ ସ୍ଥାନାନ୍ତର କରାଯାଇଛି। ସ୍ଥାନୀୟ ଲୋକେ ଉଦ୍ଧାର କାର୍ଯ୍ୟରେ ସହଯୋଗ କରିଥିଲେ। ଚାଳକ ଫେରାର ଅଛି। bbox=[26, 630, 134, 744]
ad-astro-challenge bbox=[700, 1037, 810, 1372]
finance1-addr: Lane No 5, MG Road, Bangalore bbox=[258, 1136, 354, 1144]
ad-readers-notice bbox=[28, 1212, 136, 1372]
dateline: ସମ୍ବଲପୁର, ଶନିବାର, ୫ ଜାନୁଆରୀ, ୨୦୧୯ bbox=[30, 58, 187, 69]
shikari-col-3: ଶୁକ୍ରବାର ସେମାନଙ୍କୁ କୋର୍ଟକୁ ଚାଲାଣ କରାଯାଇଛି। ଏହି ଅଭିଯାନରେ ରେଞ୍ଜର, ଫରେଷ୍ଟର ଓ ବନରକ୍ଷୀମାନେ ଅଂଶ ନେଇଥିଲେ। ଅଞ୍ଚଳରେ ଶିକାର ରୋକିବା ପାଇଁ ପାଟ୍ରୋଲିଂ ବୃଦ୍ଧି କରାଯିବ ବୋଲି ଅଧିକାରୀ ସୂଚନା ଦେଇଛନ୍ତି। bbox=[370, 776, 478, 833]
tariff-block bbox=[853, 1051, 916, 1145]
quote-author: - ଚାଣକ୍ୟ bbox=[650, 52, 681, 61]
loan1-head: ସହଜ ନିୟମରେ ସଲ୍ୟୁସନ୍ସ ଦ୍ୱାରା ଲୋନ ନିଅନ୍ତୁ, ଏବେହିଁ ଯୋଗାଯୋଗ କରନ୍ତୁ bbox=[148, 1040, 240, 1070]
tariff-label: TARIFF bbox=[827, 1341, 905, 1366]
astro-phone-2: 9903852257 bbox=[724, 1347, 786, 1359]
finance2-phone: 8658340105 bbox=[365, 1312, 471, 1329]
thagamali-body: ଆଜିକାଲି ମୋବାଇଲ ଫୋନରେ ଲଟେରୀ ଲାଗିଥିବା କହି ଅନେକ ଠକ ଲୋକଙ୍କଠାରୁ ଟଙ୍କା ହାତେଇ ନେଉଛନ୍ତି। ମୋ ପାଖକୁ ମଧ୍ୟ ଏଭଳି ଫୋନ ଆସିଥିଲା ଓ ପ୍ରକ୍ରିୟାକରଣ ଶୁଳ୍କ ବାବଦରେ ଟଙ୍କା ଜମା କରିବାକୁ କୁହାଯାଇଥିଲା। ସନ୍ଦେହ ହେବାରୁ ମୁଁ ପୁଲିସକୁ ଜଣାଇଥିଲି। ସମସ୍ତଙ୍କୁ ଅନୁରୋଧ, ଏଭଳି ଫୋନରେ ବ୍ୟାଙ୍କ ବିବରଣୀ କିମ୍ବା OTP କାହାକୁ ଦିଅନ୍ତୁ ନାହିଁ। ସତର୍କ ରୁହନ୍ତୁ। bbox=[714, 414, 910, 471]
accident-head: ଦୁର୍ଘଟଣାରେ ପୂର୍ବତନ ସରପଞ୍ଚ ମୃତ bbox=[482, 742, 573, 771]
astro-sub: ୨ ଘଣ୍ଟାରେ 100% ଗ୍ୟାରେଣ୍ଟିଡ୍ ସମାଧାନ bbox=[701, 1071, 809, 1096]
loan3-email: fileodisha@gmail.com bbox=[592, 1101, 692, 1111]
tariff-block bbox=[853, 1145, 916, 1239]
gold-brand: GOLD CASH bbox=[33, 1058, 131, 1084]
muthoot-head: ମୁଦ୍ରିକା ଫାଇନାନ୍ସ ଲୋନ bbox=[141, 1213, 247, 1229]
quote-text: ଆମ, ଜଳ ଓ ସୁଭାଷିତ ହେଉଛି ପୃଥିବୀର ତିନୋଟି ରତ୍ନ। କେବଳ ମୂର୍ଖମାନେ ପଥର ଖଣ୍ଡମାନଙ୍କୁ ରତ୍ନର ନାମ ଦେଇଛନ୍ତି। bbox=[330, 14, 719, 24]
astro-phone-1: 9540938429 bbox=[703, 1328, 807, 1346]
section-header bbox=[770, 12, 930, 62]
loan1-lines bbox=[141, 1102, 250, 1168]
photo-banner: ଗୌତ୍ପ ଜୟନ୍ତୀ ବୌଦ୍ଧ ମହୋତ୍ସବ ପଲ୍ଲିଶ୍ରୀ ମେଳା ଓ କୃଷି ମହୋତ୍ସବ-୨୦୧୯ bbox=[584, 104, 870, 136]
piles-note: WITHOUT SURGICAL OPERATION bbox=[706, 899, 800, 913]
finance1-sub: MAHALAXMI CREDIT SERVICES bbox=[269, 1058, 343, 1075]
mahalaxmi-body: ଆମେ ଆପଣଙ୍କୁ ଆଣେ ପାଖାକୁ! ଫାଇନାନ୍ସ ଦ୍ୱାରା ସହଜ ଋଣ, ଘର ଋଣ, ଗାଡ଼ି ଋଣ, ବ୍ୟବସାୟ ଋଣ। ୨୪ ଘଣ୍ଟାରେ ଋଣ ସୁବିଧା। bbox=[258, 1249, 341, 1305]
